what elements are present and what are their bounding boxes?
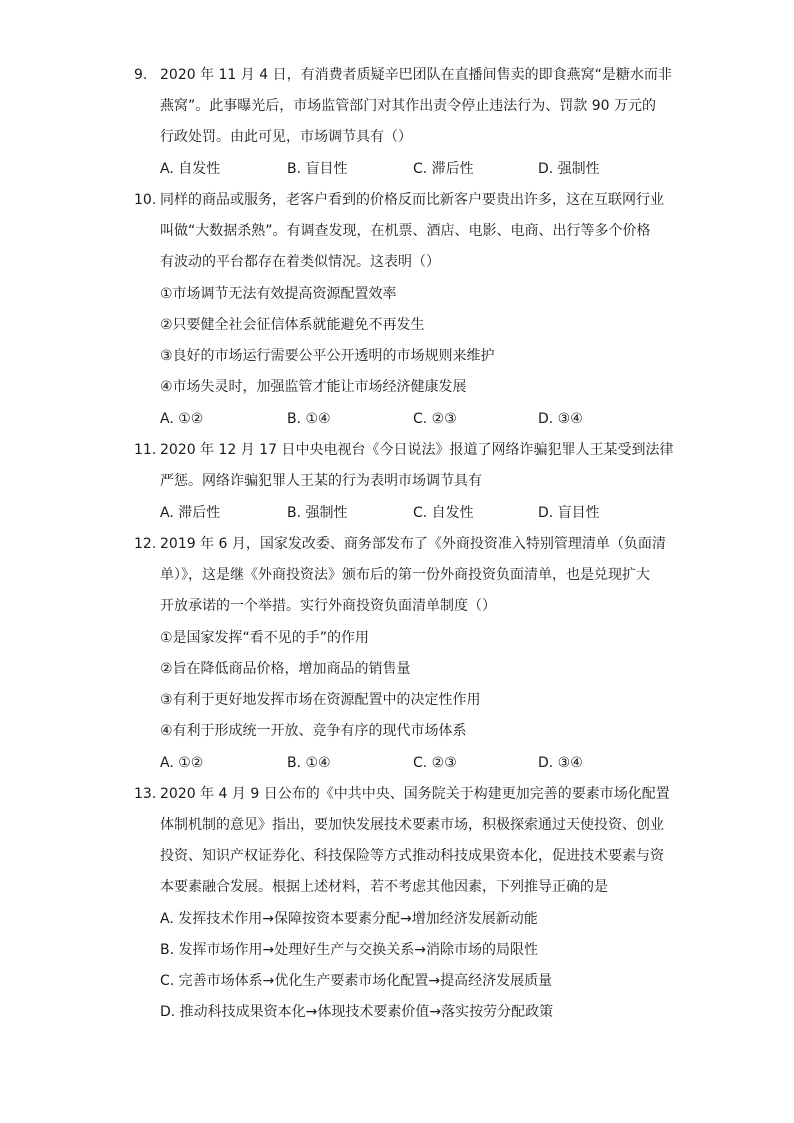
option-c[interactable]: C. 自发性 <box>413 505 474 521</box>
question-text-line: 同样的商品或服务，老客户看到的价格反而比新客户要贵出许多，这在互联网行业 <box>160 192 664 208</box>
question-number: 11. <box>134 442 157 458</box>
question-number: 10. <box>134 192 157 208</box>
statement-3: ③有利于更好地发挥市场在资源配置中的决定性作用 <box>160 692 481 708</box>
option-d[interactable]: D. 推动科技成果资本化→体现技术要素价值→落实按劳分配政策 <box>160 1004 554 1020</box>
statement-2: ②旨在降低商品价格，增加商品的销售量 <box>160 661 411 677</box>
option-a[interactable]: A. 滞后性 <box>160 505 221 521</box>
option-a[interactable]: A. ①② <box>160 411 204 427</box>
question-text-line: 开放承诺的一个举措。实行外商投资负面清单制度（） <box>160 598 496 614</box>
question-number: 13. <box>134 786 157 802</box>
option-d[interactable]: D. ③④ <box>538 411 583 427</box>
option-c[interactable]: C. ②③ <box>413 411 457 427</box>
option-c[interactable]: C. 滞后性 <box>413 161 474 177</box>
question-text-line: 2020 年 11 月 4 日，有消费者质疑辛巴团队在直播间售卖的即食燕窝“是糖水而非 <box>160 67 672 83</box>
option-d[interactable]: D. ③④ <box>538 755 583 771</box>
question-text-line: 本要素融合发展。根据上述材料，若不考虑其他因素，下列推导正确的是 <box>160 879 608 895</box>
statement-2: ②只要健全社会征信体系就能避免不再发生 <box>160 317 425 333</box>
option-c[interactable]: C. 完善市场体系→优化生产要素市场化配置→提高经济发展质量 <box>160 973 553 989</box>
option-d[interactable]: D. 盲目性 <box>538 505 600 521</box>
statement-4: ④市场失灵时，加强监管才能让市场经济健康发展 <box>160 379 467 395</box>
question-text-line: 单）》，这是继《外商投资法》颁布后的第一份外商投资负面清单，也是兑现扩大 <box>160 567 650 583</box>
option-b[interactable]: B. 强制性 <box>287 505 348 521</box>
option-c[interactable]: C. ②③ <box>413 755 457 771</box>
question-text-line: 叫做“大数据杀熟”。有调查发现，在机票、酒店、电影、电商、出行等多个价格 <box>160 223 651 239</box>
question-number: 12. <box>134 536 157 552</box>
question-text-line: 行政处罚。由此可见，市场调节具有（） <box>160 129 412 145</box>
option-b[interactable]: B. 盲目性 <box>287 161 348 177</box>
option-b[interactable]: B. 发挥市场作用→处理好生产与交换关系→消除市场的局限性 <box>160 942 538 958</box>
option-b[interactable]: B. ①④ <box>287 411 331 427</box>
statement-1: ①市场调节无法有效提高资源配置效率 <box>160 286 397 302</box>
statement-4: ④有利于形成统一开放、竞争有序的现代市场体系 <box>160 723 467 739</box>
option-a[interactable]: A. ①② <box>160 755 204 771</box>
question-text-line: 体制机制的意见》指出，要加快发展技术要素市场，积极探索通过天使投资、创业 <box>160 817 664 833</box>
question-text-line: 2020 年 4 月 9 日公布的《中共中央、国务院关于构建更加完善的要素市场化配置 <box>160 786 670 802</box>
option-d[interactable]: D. 强制性 <box>538 161 600 177</box>
question-text-line: 严惩。网络诈骗犯罪人王某的行为表明市场调节具有 <box>160 473 482 489</box>
statement-1: ①是国家发挥“看不见的手”的作用 <box>160 630 370 646</box>
question-text-line: 2020 年 12 月 17 日中央电视台《今日说法》报道了网络诈骗犯罪人王某受到法律 <box>160 442 674 458</box>
question-text-line: 投资、知识产权证券化、科技保险等方式推动科技成果资本化，促进技术要素与资 <box>160 848 664 864</box>
question-text-line: 燕窝”。此事曝光后，市场监管部门对其作出责令停止违法行为、罚款 90 万元的 <box>160 98 656 114</box>
option-b[interactable]: B. ①④ <box>287 755 331 771</box>
question-text-line: 2019 年 6 月，国家发改委、商务部发布了《外商投资准入特别管理清单（负面清 <box>160 536 666 552</box>
question-number: 9. <box>134 67 148 83</box>
statement-3: ③良好的市场运行需要公平公开透明的市场规则来维护 <box>160 348 495 364</box>
question-text-line: 有波动的平台都存在着类似情况。这表明（） <box>160 254 440 270</box>
option-a[interactable]: A. 自发性 <box>160 161 221 177</box>
option-a[interactable]: A. 发挥技术作用→保障按资本要素分配→增加经济发展新动能 <box>160 911 538 927</box>
